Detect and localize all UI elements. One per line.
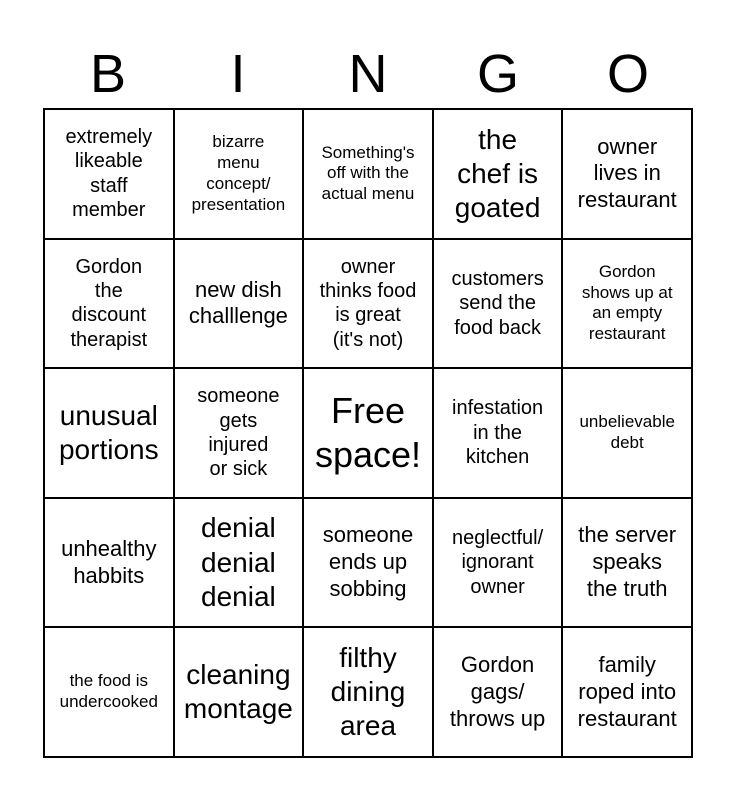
bingo-cell-r4-c3[interactable]	[303, 498, 433, 628]
header-letter-g: G	[476, 44, 519, 104]
cell-text: owner thinks food is great (it's not)	[319, 255, 417, 351]
cell-text: owner lives in restaurant	[577, 133, 677, 213]
bingo-cell-r5-c1[interactable]	[44, 627, 174, 757]
cell-text: cleaning montage	[183, 659, 293, 725]
header-letter-n: N	[348, 44, 388, 104]
bingo-cell-r1-c4[interactable]	[433, 109, 563, 239]
bingo-cell-r3-c2[interactable]	[174, 368, 304, 498]
bingo-board	[43, 108, 693, 758]
cell-text: Gordon the discount therapist	[70, 255, 148, 351]
cell-text: the food is undercooked	[59, 671, 158, 712]
bingo-cell-r1-c2[interactable]	[174, 109, 304, 239]
cell-text: new dish challlenge	[188, 276, 288, 329]
cell-text: Gordon shows up at an empty restaurant	[581, 261, 673, 344]
cell-text: filthy dining area	[330, 641, 406, 742]
cell-text: unhealthy habbits	[61, 535, 157, 588]
cell-text: Something's off with the actual menu	[321, 142, 415, 204]
cell-text: customers send the food back	[451, 267, 544, 339]
bingo-cell-r5-c4[interactable]	[433, 627, 563, 757]
cell-text: unusual portions	[58, 399, 159, 465]
bingo-cell-r3-c4[interactable]	[433, 368, 563, 498]
cell-text: extremely likeable staff member	[65, 126, 153, 222]
bingo-cell-r3-c5[interactable]	[562, 368, 692, 498]
bingo-header	[43, 40, 693, 108]
bingo-cell-free-space[interactable]	[303, 368, 433, 498]
bingo-cell-r1-c3[interactable]	[303, 109, 433, 239]
cell-text: family roped into restaurant	[577, 651, 677, 731]
bingo-cell-r5-c3[interactable]	[303, 627, 433, 757]
header-letter-b: B	[89, 44, 127, 104]
bingo-cell-r4-c1[interactable]	[44, 498, 174, 628]
bingo-cell-r2-c4[interactable]	[433, 239, 563, 369]
bingo-cell-r5-c2[interactable]	[174, 627, 304, 757]
cell-text: neglectful/ ignorant owner	[452, 527, 544, 598]
cell-text: infestation in the kitchen	[452, 397, 544, 469]
header-letter-i: I	[230, 44, 246, 104]
bingo-cell-r1-c1[interactable]	[44, 109, 174, 239]
bingo-cell-r4-c5[interactable]	[562, 498, 692, 628]
bingo-cell-r2-c3[interactable]	[303, 239, 433, 369]
cell-text: someone ends up sobbing	[322, 522, 414, 601]
bingo-cell-r5-c5[interactable]	[562, 627, 692, 757]
cell-text: bizarre menu concept/ presentation	[191, 132, 286, 214]
bingo-cell-r1-c5[interactable]	[562, 109, 692, 239]
cell-text: Free space!	[314, 390, 422, 475]
cell-text: denial denial denial	[201, 512, 276, 612]
cell-text: Gordon gags/ throws up	[449, 651, 546, 731]
header-letter-o: O	[606, 44, 649, 104]
bingo-cell-r4-c2[interactable]	[174, 498, 304, 628]
cell-text: someone gets injured or sick	[197, 385, 280, 481]
bingo-cell-r4-c4[interactable]	[433, 498, 563, 628]
cell-text: unbelievable debt	[579, 412, 675, 452]
cell-text: the server speaks the truth	[578, 522, 677, 601]
bingo-cell-r3-c1[interactable]	[44, 368, 174, 498]
bingo-cell-r2-c2[interactable]	[174, 239, 304, 369]
cell-text: the chef is goated	[454, 123, 541, 223]
bingo-cell-r2-c1[interactable]	[44, 239, 174, 369]
bingo-cell-r2-c5[interactable]	[562, 239, 692, 369]
